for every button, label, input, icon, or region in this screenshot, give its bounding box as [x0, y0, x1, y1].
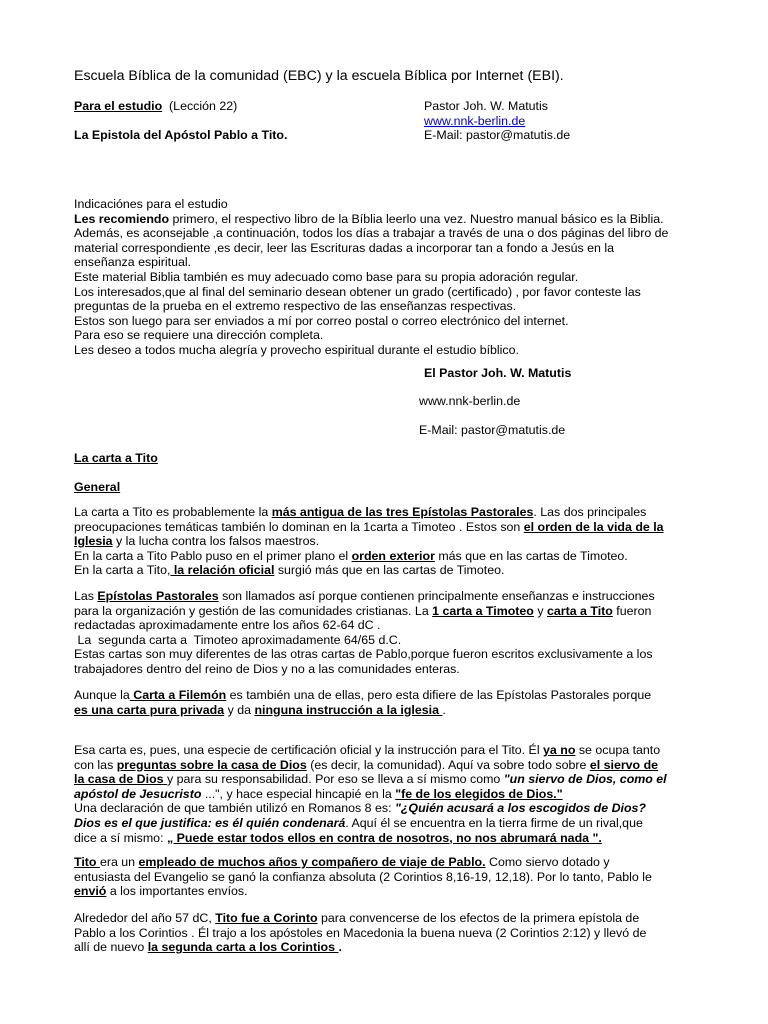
text: era un	[99, 855, 139, 869]
text: . Las dos principales	[533, 505, 647, 519]
emphasis: más antigua de las tres Epístolas Pastorales	[271, 505, 534, 519]
text: ...", y hace especial hincapié en la	[201, 786, 396, 801]
text: Esa carta es, pues, una especie de certificación oficial y la instrucción para el Tito. Él	[74, 743, 544, 757]
intro-line: Los interesados,que al final del seminario desean obtener un grado (certificado) , por favor conteste las	[74, 284, 641, 299]
signature-website: www.nnk-berlin.de	[419, 394, 521, 408]
letter-heading: La carta a Tito	[74, 451, 158, 465]
intro-line: Para eso se requiere una dirección completa.	[74, 328, 324, 343]
study-label: Para el estudio	[74, 99, 163, 113]
text-line: trabajadores dentro del reino de Dios y no a las comunidades enteras.	[74, 661, 460, 676]
text: allí de nuevo	[74, 940, 148, 955]
emphasis: Epístolas Pastorales	[97, 589, 219, 603]
emphasis: "fe de los elegidos de Dios."	[395, 786, 563, 801]
emphasis: 1 carta a Timoteo	[432, 603, 534, 618]
text: fueron	[612, 603, 652, 618]
text-line	[74, 831, 714, 846]
text-line	[74, 772, 714, 787]
text: .	[442, 702, 446, 717]
emphasis: la casa de Dios	[74, 772, 167, 787]
text: .	[338, 940, 342, 955]
text: más que en las cartas de Timoteo.	[434, 548, 628, 563]
text: y para su responsabilidad. Por eso se lleva a sí mismo como	[166, 772, 504, 787]
text: y da	[224, 702, 255, 717]
intro-line	[74, 212, 714, 227]
paragraph-2	[74, 589, 714, 677]
emphasis: carta a Tito	[546, 603, 613, 618]
emphasis: envió	[74, 884, 107, 899]
intro-paragraph	[74, 197, 714, 358]
emphasis: el orden de la vida de la	[523, 519, 664, 534]
emphasis: Iglesia	[74, 534, 113, 549]
email-contact: E-Mail: pastor@matutis.de	[424, 128, 571, 142]
emphasis: el siervo de	[589, 757, 659, 772]
text-line	[74, 940, 714, 955]
text: Una declaración de que también utilizó en Romanos 8 es:	[74, 801, 395, 816]
text-line	[74, 758, 714, 773]
paragraph-3	[74, 688, 714, 717]
text-line	[74, 505, 714, 520]
text: En la carta a Tito Pablo puso en el primer plano el	[74, 548, 352, 563]
study-line	[74, 99, 237, 113]
text: y	[533, 603, 547, 618]
emphasis: es una carta pura privada	[74, 702, 225, 717]
text-line	[74, 534, 714, 549]
website-link[interactable]: www.nnk-berlin.de	[424, 114, 526, 128]
epistle-title: La Epistola del Apóstol Pablo a Tito.	[74, 128, 288, 142]
text: para convencerse de los efectos de la primera epístola de	[317, 911, 640, 925]
intro-line: Estos son luego para ser enviados a mí por correo postal o correo electrónico del internet.	[74, 313, 569, 328]
text-line: redactadas aproximadamente entre los años 62-64 dC .	[74, 618, 381, 633]
recommend-text: Les recomiendo	[74, 211, 170, 226]
text: . Aquí él se encuentra en la tierra firme de un rival,que	[345, 815, 643, 830]
emphasis: orden exterior	[351, 548, 435, 563]
emphasis: Tito fue a Corinto	[215, 911, 318, 925]
signature-name: El Pastor Joh. W. Matutis	[424, 366, 572, 380]
text-line: entusiasta del Evangelio se ganó la confianza absoluta (2 Corintios 8,16-19, 12,18). Por lo tanto, Pablo le	[74, 869, 652, 884]
paragraph-5	[74, 855, 714, 899]
text: con las	[74, 757, 117, 772]
emphasis: la relación oficial	[170, 563, 275, 578]
text-line	[74, 520, 714, 535]
intro-line: Además, es aconsejable ,a continuación, todos los días a trabajar a través de una o dos páginas del libro de	[74, 226, 669, 241]
pastor-name: Pastor Joh. W. Matutis	[424, 99, 548, 113]
emphasis: Tito	[74, 855, 100, 869]
text: es también una de ellas, pero esta difiere de las Epístolas Pastorales porque	[226, 688, 652, 702]
text: a los importantes envíos.	[106, 884, 248, 899]
text: La carta a Tito es probablemente la	[74, 505, 272, 519]
text: (es decir, la comunidad). Aquí va sobre todo sobre	[306, 757, 590, 772]
text: En la carta a Tito,	[74, 563, 171, 578]
text-line	[74, 855, 714, 870]
text-line	[74, 816, 714, 831]
intro-text: primero, el respectivo libro de la Bíblia leerlo una vez. Nuestro manual básico es la Biblia.	[169, 211, 664, 226]
quote: "¿Quién acusará a los escogidos de Dios?	[394, 801, 646, 816]
lesson-number: (Lección 22)	[169, 99, 238, 113]
text: se ocupa tanto	[575, 743, 661, 757]
text-line	[74, 787, 714, 802]
intro-line: Este material Biblia también es muy adecuado como base para su propia adoración regular.	[74, 269, 579, 284]
text-line	[74, 589, 714, 604]
paragraph-6	[74, 911, 714, 955]
text: Alrededor del año 57 dC,	[74, 911, 216, 925]
text-line	[74, 884, 714, 899]
intro-line: material correspondiente ,es decir, leer las Escrituras dadas a incorporar tan a fondo a Jesús en la	[74, 240, 614, 255]
text: Las	[74, 589, 98, 603]
emphasis: preguntas sobre la casa de Dios	[116, 757, 307, 772]
emphasis: ya no	[543, 743, 576, 757]
text-line	[74, 703, 714, 718]
text: dice a sí mismo:	[74, 830, 167, 845]
emphasis: „ Puede estar todos ellos en contra de nosotros, no nos abrumará nada ".	[166, 830, 602, 845]
text-line: La segunda carta a Timoteo aproximadamente 64/65 d.C.	[74, 632, 402, 647]
text: y la lucha contra los falsos maestros.	[112, 534, 320, 549]
text-line	[74, 563, 714, 578]
emphasis: la segunda carta a los Corintios	[147, 940, 339, 955]
text-line	[74, 801, 714, 816]
paragraph-1	[74, 505, 714, 578]
intro-line: Les deseo a todos mucha alegría y provecho espiritual durante el estudio bíblico.	[74, 342, 519, 357]
quote: Dios es el que justifica: es él quién condenará	[74, 815, 346, 830]
intro-line: enseñanza espiritual.	[74, 255, 192, 270]
general-heading: General	[74, 480, 121, 494]
text: Aunque la	[74, 688, 130, 702]
intro-line: preguntas de la prueba en el extremo respectivo de las enseñanzas respectivas.	[74, 299, 517, 314]
text-line	[74, 604, 714, 619]
text-line: Estas cartas son muy diferentes de las otras cartas de Pablo,porque fueron escritos exclusivamente a los	[74, 647, 653, 662]
emphasis: ninguna instrucción a la iglesia	[254, 702, 443, 717]
text: preocupaciones temáticas también lo dominan en la 1carta a Timoteo . Estos son	[74, 519, 524, 534]
text-line	[74, 911, 714, 926]
text: son llamados así porque contienen principalmente enseñanzas e instrucciones	[218, 589, 655, 603]
text: Como siervo dotado y	[485, 855, 610, 869]
emphasis: Carta a Filemón	[129, 688, 227, 702]
emphasis: empleado de muchos años y compañero de viaje de Pablo.	[138, 855, 486, 869]
text: para la organización y gestión de las comunidades cristianas. La	[74, 603, 433, 618]
quote: apóstol de Jesucristo	[74, 786, 202, 801]
intro-heading: Indicaciónes para el estudio	[74, 197, 228, 211]
text: surgió más que en las cartas de Timoteo.	[274, 563, 505, 578]
signature-email: E-Mail: pastor@matutis.de	[419, 423, 566, 437]
paragraph-4	[74, 743, 714, 845]
document-title: Escuela Bíblica de la comunidad (EBC) y la escuela Bíblica por Internet (EBI).	[74, 68, 564, 84]
text-line	[74, 549, 714, 564]
quote: "un siervo de Dios, como el	[503, 772, 667, 787]
text-line	[74, 688, 714, 703]
text-line: Pablo a los Corintios . Él trajo a los apóstoles en Macedonia la buena nueva (2 Corintios 2:12) y llevó de	[74, 925, 647, 940]
text-line	[74, 743, 714, 758]
